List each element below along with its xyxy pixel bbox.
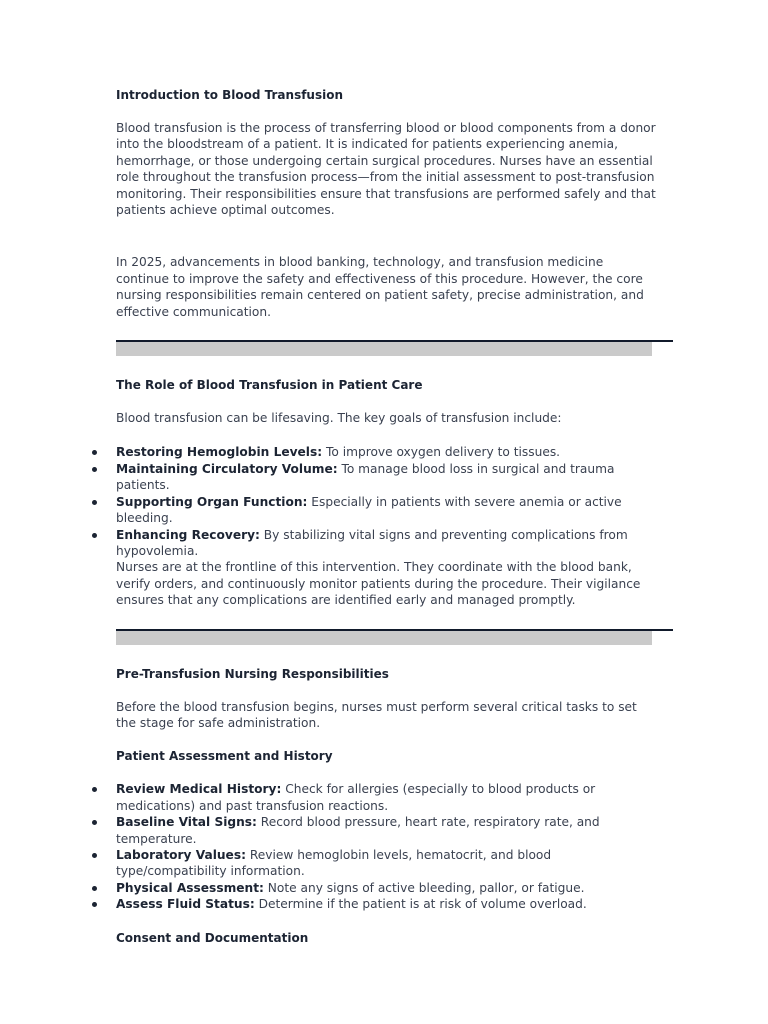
section-divider xyxy=(116,340,656,360)
assessment-bullet-list xyxy=(116,781,656,912)
bullet-icon xyxy=(92,467,97,472)
list-item-label: Supporting Organ Function: xyxy=(116,494,308,509)
list-item-text: Determine if the patient is at risk of volume overload. xyxy=(254,897,587,912)
list-item xyxy=(116,880,656,896)
list-item-label: Review Medical History: xyxy=(116,782,282,797)
intro-paragraph-1: Blood transfusion is the process of transferring blood or blood components from a donor into the bloodstream of a patient. It is indicated for patients experiencing anemia, hemorrhage, or those undergoing certain surgical procedures. Nurses have an essential role throughout the transfusion process—from the initial assessment to post-transfusion monitoring. Their responsibilities ensure that transfusions are performed safely and that patients achieve optimal outcomes. xyxy=(116,121,656,218)
list-item-label: Maintaining Circulatory Volume: xyxy=(116,461,338,476)
section-divider xyxy=(116,629,656,649)
list-item-text: Check for allergies (especially to blood products or medications) and past transfusion reactions. xyxy=(116,782,596,813)
subheading-consent: Consent and Documentation xyxy=(116,930,309,945)
heading-introduction: Introduction to Blood Transfusion xyxy=(116,88,344,102)
list-item-text: To manage blood loss in surgical and trauma patients. xyxy=(116,461,615,493)
divider-rule xyxy=(116,340,673,342)
list-item-text: To improve oxygen delivery to tissues. xyxy=(322,445,561,460)
divider-band xyxy=(116,631,652,645)
role-closing: Nurses are at the frontline of this intervention. They coordinate with the blood bank, verify orders, and continuously monitor patients during the procedure. Their vigilance ensures that any complications are identified early and managed promptly. xyxy=(116,560,641,608)
list-item-text: By stabilizing vital signs and preventing complications from hypovolemia. xyxy=(116,527,628,558)
list-item xyxy=(116,814,656,847)
list-item-label: Physical Assessment: xyxy=(116,880,264,895)
bullet-icon xyxy=(92,450,97,455)
list-item-label: Assess Fluid Status: xyxy=(116,897,255,912)
list-item-text: Especially in patients with severe anemia or active bleeding. xyxy=(116,494,622,526)
bullet-icon xyxy=(92,820,97,825)
heading-role: The Role of Blood Transfusion in Patient Care xyxy=(116,378,423,393)
list-item-label: Restoring Hemoglobin Levels: xyxy=(116,445,323,460)
list-item xyxy=(116,494,656,527)
bullet-icon xyxy=(92,787,97,792)
list-item xyxy=(116,896,656,912)
subheading-assessment: Patient Assessment and History xyxy=(116,749,333,764)
divider-rule xyxy=(116,629,673,631)
list-item-label: Baseline Vital Signs: xyxy=(116,815,257,830)
list-item-text: Note any signs of active bleeding, pallor, or fatigue. xyxy=(263,880,585,895)
bullet-icon xyxy=(92,902,97,907)
list-item-label: Laboratory Values: xyxy=(116,847,246,862)
bullet-icon xyxy=(92,500,97,505)
list-item xyxy=(116,527,656,560)
list-item xyxy=(116,461,656,494)
role-lead: Blood transfusion can be lifesaving. The key goals of transfusion include: xyxy=(116,411,562,426)
heading-pre-transfusion: Pre-Transfusion Nursing Responsibilities xyxy=(116,666,389,681)
list-item xyxy=(116,847,656,880)
bullet-icon xyxy=(92,533,97,538)
list-item xyxy=(116,444,656,460)
bullet-icon xyxy=(92,853,97,858)
intro-paragraph-2: In 2025, advancements in blood banking, technology, and transfusion medicine continue to improve the safety and effectiveness of this procedure. However, the core nursing responsibilities remain centered on patient safety, precise administration, and effective communication. xyxy=(116,255,644,319)
list-item xyxy=(116,781,656,814)
list-item-label: Enhancing Recovery: xyxy=(116,527,260,542)
bullet-icon xyxy=(92,886,97,891)
document-body xyxy=(116,87,656,946)
list-item-text: Review hemoglobin levels, hematocrit, and blood type/compatibility information. xyxy=(116,847,552,879)
divider-band xyxy=(116,342,652,356)
list-item-text: Record blood pressure, heart rate, respiratory rate, and temperature. xyxy=(116,815,600,846)
pre-lead: Before the blood transfusion begins, nurses must perform several critical tasks to set the stage for safe administration. xyxy=(116,699,637,730)
role-bullet-list xyxy=(116,444,656,559)
